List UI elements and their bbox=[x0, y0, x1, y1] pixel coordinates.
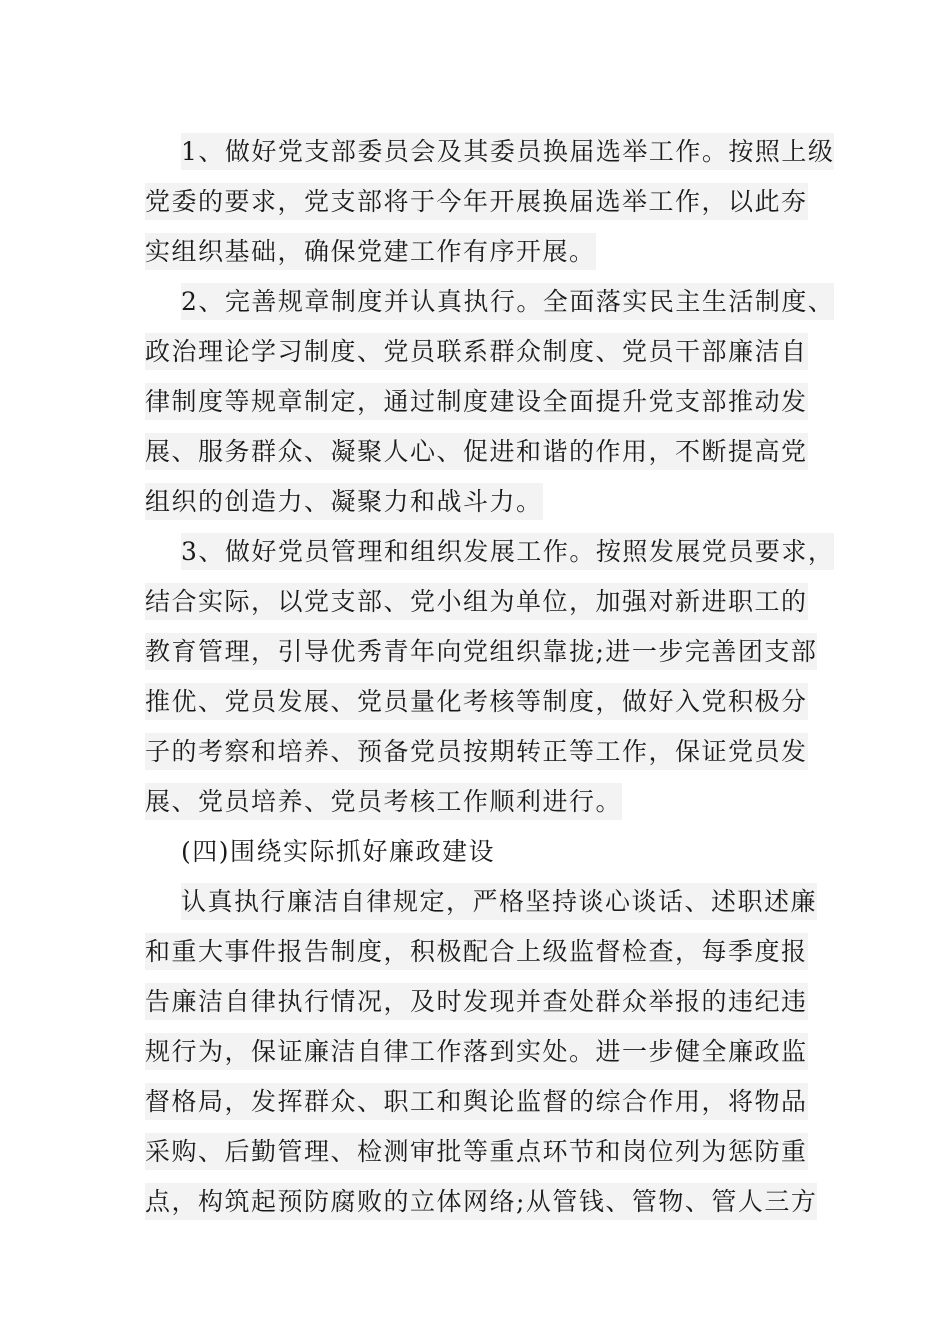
text-line: 教育管理，引导优秀青年向党组织靠拢;进一步完善团支部 bbox=[145, 627, 810, 677]
paragraph bbox=[145, 527, 835, 827]
text-line: 党委的要求，党支部将于今年开展换届选举工作，以此夯 bbox=[145, 177, 810, 227]
text-line: 告廉洁自律执行情况，及时发现并查处群众举报的违纪违 bbox=[145, 977, 810, 1027]
text-line: 督格局，发挥群众、职工和舆论监督的综合作用，将物品 bbox=[145, 1077, 810, 1127]
text-line: 展、服务群众、凝聚人心、促进和谐的作用，不断提高党 bbox=[145, 427, 810, 477]
text-line: 采购、后勤管理、检测审批等重点环节和岗位列为惩防重 bbox=[145, 1127, 810, 1177]
text-line: 规行为，保证廉洁自律工作落到实处。进一步健全廉政监 bbox=[145, 1027, 810, 1077]
paragraph bbox=[145, 277, 835, 527]
text-line: 点，构筑起预防腐败的立体网络;从管钱、管物、管人三方 bbox=[145, 1177, 810, 1227]
text-line: 2、完善规章制度并认真执行。全面落实民主生活制度、 bbox=[145, 277, 810, 327]
section-heading bbox=[145, 827, 810, 877]
text-line: 1、做好党支部委员会及其委员换届选举工作。按照上级 bbox=[145, 127, 810, 177]
text-line: 展、党员培养、党员考核工作顺利进行。 bbox=[145, 777, 810, 827]
text-line: 结合实际，以党支部、党小组为单位，加强对新进职工的 bbox=[145, 577, 810, 627]
text-line: (四)围绕实际抓好廉政建设 bbox=[181, 837, 496, 866]
text-line: 3、做好党员管理和组织发展工作。按照发展党员要求， bbox=[145, 527, 810, 577]
text-line: 认真执行廉洁自律规定，严格坚持谈心谈话、述职述廉 bbox=[145, 877, 810, 927]
paragraph bbox=[145, 877, 818, 1227]
text-line: 推优、党员发展、党员量化考核等制度，做好入党积极分 bbox=[145, 677, 810, 727]
text-line: 政治理论学习制度、党员联系群众制度、党员干部廉洁自 bbox=[145, 327, 810, 377]
text-line: 组织的创造力、凝聚力和战斗力。 bbox=[145, 477, 810, 527]
text-line: 律制度等规章制定，通过制度建设全面提升党支部推动发 bbox=[145, 377, 810, 427]
document-body bbox=[145, 127, 835, 1227]
text-line: 和重大事件报告制度，积极配合上级监督检查，每季度报 bbox=[145, 927, 810, 977]
text-line: 子的考察和培养、预备党员按期转正等工作，保证党员发 bbox=[145, 727, 810, 777]
paragraph bbox=[145, 127, 835, 277]
text-line: 实组织基础，确保党建工作有序开展。 bbox=[145, 227, 810, 277]
